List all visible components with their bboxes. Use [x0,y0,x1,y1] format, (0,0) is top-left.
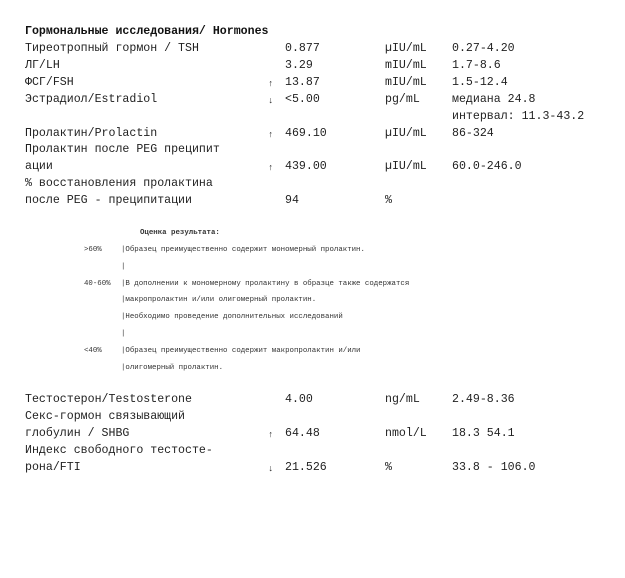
assessment-text: |олигомерный пролактин. [121,363,224,372]
test-unit: pg/mL [385,92,420,106]
test-name: Тиреотропный гормон / TSH [25,42,199,55]
flag-high-icon: ↑ [268,163,274,174]
assessment-text: |макропролактин и/или олигомерный пролактин. [121,296,317,305]
test-value: 469.10 [285,126,327,140]
assessment-text: | [121,330,126,338]
test-unit: µIU/mL [385,42,427,55]
test-reference: 1.7-8.6 [452,58,501,72]
test-value: 439.00 [285,160,327,174]
test-name-cont: рона/FTI [25,460,81,474]
test-name-cont: ации [25,160,53,174]
test-value: 0.877 [285,42,320,55]
test-unit: % [385,194,392,208]
test-reference-cont: интервал: 11.3-43.2 [452,109,585,123]
assessment-text: |Образец преимущественно содержит макропролактин и/или [121,346,361,355]
test-value: 13.87 [285,75,320,89]
test-name: Эстрадиол/Estradiol [25,92,158,106]
test-reference: 1.5-12.4 [452,75,508,89]
test-name: Пролактин после PEG преципит [25,143,220,157]
test-name-cont: глобулин / SHBG [25,426,130,440]
test-unit: % [385,460,392,474]
test-unit: µIU/mL [385,160,427,174]
test-value: 21.526 [285,460,327,474]
test-unit: µIU/mL [385,126,427,140]
test-value: <5.00 [285,92,320,106]
assessment-text: |Необходимо проведение дополнительных исследований [121,313,343,322]
test-reference: 60.0-246.0 [452,160,522,174]
flag-low-icon: ↓ [268,463,274,474]
flag-high-icon: ↑ [268,78,274,89]
assessment-range: >60% [84,246,102,254]
flag-high-icon: ↑ [268,429,274,440]
test-reference: 0.27-4.20 [452,42,515,55]
test-value: 64.48 [285,426,320,440]
test-name-cont: после PEG - преципитации [25,194,192,208]
test-reference: 86-324 [452,126,494,140]
test-name: % восстановления пролактина [25,177,213,191]
test-reference: 2.49-8.36 [452,393,515,406]
test-name: Индекс свободного тестосте- [25,443,213,457]
assessment-text: | [121,262,126,271]
flag-high-icon: ↑ [268,129,274,140]
test-name: Пролактин/Prolactin [25,126,158,140]
test-value: 3.29 [285,58,313,72]
test-unit: nmol/L [385,426,427,440]
assessment-range: 40-60% [84,279,111,288]
test-reference: 18.3 54.1 [452,426,515,440]
test-unit: ng/mL [385,393,420,406]
test-reference: 33.8 - 106.0 [452,460,536,474]
test-name: Секс-гормон связывающий [25,409,186,423]
test-unit: mIU/mL [385,58,427,72]
test-name: ФСГ/FSH [25,75,74,89]
assessment-title: Оценка результата: [140,229,220,237]
section-title: Гормональные исследования/ Hormones [25,25,269,38]
test-unit: mIU/mL [385,75,427,89]
test-reference: медиана 24.8 [452,92,536,106]
flag-low-icon: ↓ [268,95,274,106]
assessment-text: |Образец преимущественно содержит мономерный пролактин. [121,246,365,254]
test-value: 4.00 [285,393,313,406]
test-value: 94 [285,194,299,208]
assessment-range: <40% [84,346,102,355]
assessment-text: |В дополнении к мономерному пролактину в образце также содержатся [121,279,410,288]
test-name: Тестостерон/Testosterone [25,393,192,406]
test-name: ЛГ/LH [25,58,60,72]
